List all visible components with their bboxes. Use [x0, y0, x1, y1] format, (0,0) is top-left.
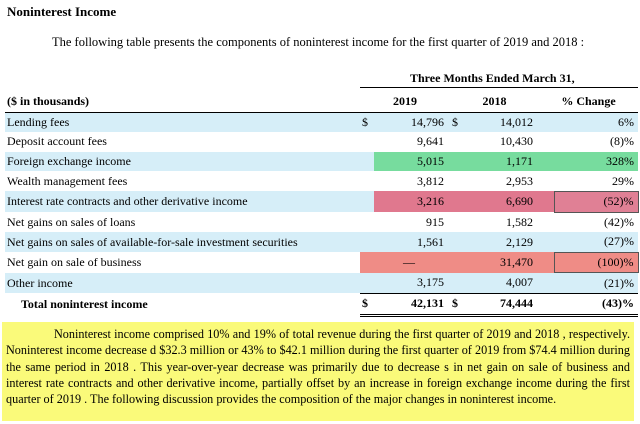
- table-row-interest-rate-contracts: [5, 191, 638, 212]
- table-row-deposit-fees: [5, 132, 638, 152]
- period-header: Three Months Ended March 31,: [410, 71, 575, 85]
- value-2019: 14,796: [374, 112, 450, 132]
- table-row-total: [5, 293, 638, 315]
- row-label: Foreign exchange income: [5, 152, 360, 172]
- summary-note-text: Noninterest income comprised 10% and 19% of total revenue during the first quarter of 2019 and 2018 , respectively. Noninterest income decrease d $32.3 million or 43% to $42.1 million during the first quarter of 2019 from $74.4 million during the same period in 2018 . This year-over-year decrease was primarily due to decrease s in net gain on sale of business and interest rate contracts and other derivative income, partially offset by an increase in foreign exchange income during the first quarter of 2019 . The following discussion provides the composition of the major changes in noninterest income.: [6, 327, 630, 407]
- value-2018: 14,012: [464, 112, 539, 132]
- value-2019: 9,641: [417, 134, 444, 149]
- value-2018: 4,007: [464, 273, 539, 294]
- col-label-header: ($ in thousands): [5, 92, 360, 112]
- value-2018: 1,582: [506, 214, 533, 229]
- currency-symbol: $: [450, 293, 464, 315]
- currency-symbol: $: [360, 293, 374, 315]
- total-label: Total noninterest income: [21, 296, 148, 311]
- total-2018: 74,444: [464, 293, 539, 315]
- percent-change: (8)%: [610, 134, 634, 149]
- period-rule: [360, 87, 638, 88]
- value-2018: 10,430: [500, 134, 533, 149]
- value-2019: 3,175: [374, 273, 450, 294]
- summary-note: [2, 322, 634, 421]
- value-2019: 1,561: [374, 232, 450, 252]
- value-2019: 5,015: [374, 152, 450, 172]
- row-label: Net gains on sales of available-for-sale investment securities: [5, 232, 360, 252]
- value-2018: 6,690: [464, 191, 539, 212]
- row-label: Lending fees: [5, 112, 360, 132]
- table-row-wealth-management: [5, 171, 638, 191]
- table-row-gain-sale-business: [5, 252, 638, 273]
- section-title: Noninterest Income: [7, 4, 117, 19]
- row-label: Net gain on sale of business: [7, 255, 142, 270]
- percent-change: (27)%: [554, 232, 638, 252]
- col-2019-header: 2019: [360, 92, 450, 112]
- value-2019: 3,812: [417, 173, 444, 188]
- total-2019: 42,131: [374, 293, 450, 315]
- intro-text: The following table presents the components of noninterest income for the first quarter of 2019 and 2018 :: [52, 35, 585, 49]
- table-row-gains-loans: [5, 212, 638, 232]
- currency-symbol: $: [450, 112, 464, 132]
- percent-change: (42)%: [604, 214, 634, 229]
- noninterest-income-table: [5, 92, 639, 317]
- table-row-lending-fees: [5, 112, 638, 132]
- value-2018: 2,953: [506, 173, 533, 188]
- value-2018: 2,129: [464, 232, 539, 252]
- value-2018: 31,470: [464, 252, 539, 273]
- percent-change: (21)%: [554, 273, 638, 294]
- row-label: Deposit account fees: [7, 134, 107, 149]
- table-row-foreign-exchange: [5, 152, 638, 172]
- value-2018: 1,171: [464, 152, 539, 172]
- value-2019: 3,216: [374, 191, 450, 212]
- value-2019: 915: [426, 214, 444, 229]
- total-change: (43)%: [554, 293, 638, 315]
- percent-change: 6%: [554, 112, 638, 132]
- percent-change: 29%: [612, 173, 634, 188]
- table-row-gains-securities: [5, 232, 638, 252]
- currency-symbol: $: [360, 112, 374, 132]
- table-row-other-income: [5, 273, 638, 294]
- col-2018-header: 2018: [450, 92, 539, 112]
- row-label: Wealth management fees: [7, 173, 128, 188]
- col-change-header: % Change: [539, 92, 638, 112]
- row-label: Interest rate contracts and other derivative income: [5, 191, 360, 212]
- percent-change: (52)%: [554, 191, 638, 212]
- percent-change: (100)%: [554, 252, 638, 273]
- row-label: Net gains on sales of loans: [7, 214, 136, 229]
- table-header-row: [5, 92, 638, 112]
- row-label: Other income: [5, 273, 360, 294]
- value-2019: —: [374, 252, 450, 273]
- percent-change: 328%: [554, 152, 638, 172]
